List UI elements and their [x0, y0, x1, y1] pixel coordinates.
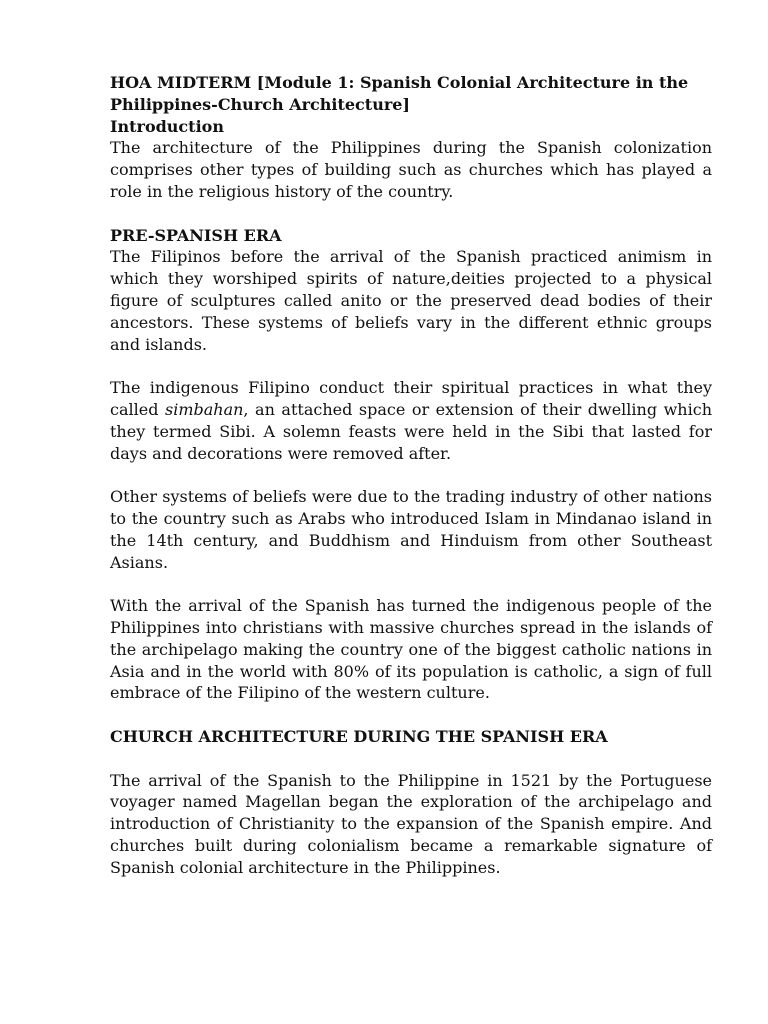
italic-term: simbahan — [164, 399, 244, 419]
pre-spanish-paragraph-1: The Filipinos before the arrival of the Spanish practiced animism in which they worshiped spirits of nature,deities projected to a physical figure of sculptures called anito or the preserved dead bodies of their ancestors. These systems of beliefs vary in the different ethnic groups and islands. — [110, 247, 712, 354]
intro-paragraph: The architecture of the Philippines during the Spanish colonization comprises other types of building such as churches which has played a role in the religious history of the country. — [110, 138, 712, 201]
spacer — [110, 748, 712, 770]
church-architecture-paragraph: The arrival of the Spanish to the Philippine in 1521 by the Portuguese voyager named Magellan began the exploration of the archipelago and introduction of Christianity to the expansion of the Spanish empire. And churches built during colonialism became a remarkable signature of Spanish colonial architecture in the Philippines. — [110, 770, 712, 877]
church-architecture-heading: CHURCH ARCHITECTURE DURING THE SPANISH ERA — [110, 726, 608, 746]
intro-heading: Introduction — [110, 116, 224, 136]
spacer — [110, 355, 712, 377]
paragraph-text: The indigenous Filipino conduct their spiritual practices in what they called — [110, 378, 712, 419]
spacer — [110, 573, 712, 595]
pre-spanish-paragraph-3: Other systems of beliefs were due to the trading industry of other nations to the country such as Arabs who introduced Islam in Mindanao island in the 14th century, and Buddhism and Hinduism from other Southeast Asians. — [110, 487, 712, 572]
document-title: HOA MIDTERM [Module 1: Spanish Colonial Architecture in the Philippines-Church Architecture] — [110, 73, 689, 114]
pre-spanish-paragraph-4: With the arrival of the Spanish has turned the indigenous people of the Philippines into christians with massive churches spread in the islands of the archipelago making the country one of the biggest catholic nations in Asia and in the world with 80% of its population is catholic, a sign of full embrace of the Filipino of the western culture. — [110, 596, 712, 703]
spacer — [110, 464, 712, 486]
pre-spanish-paragraph-2 — [110, 377, 712, 464]
spacer — [110, 704, 712, 726]
pre-spanish-heading: PRE-SPANISH ERA — [110, 225, 282, 245]
document-body — [110, 72, 712, 878]
spacer — [110, 203, 712, 225]
paragraph-text: , an attached space or extension of their dwelling which they termed Sibi. A solemn feasts were held in the Sibi that lasted for days and decorations were removed after. — [110, 399, 712, 463]
